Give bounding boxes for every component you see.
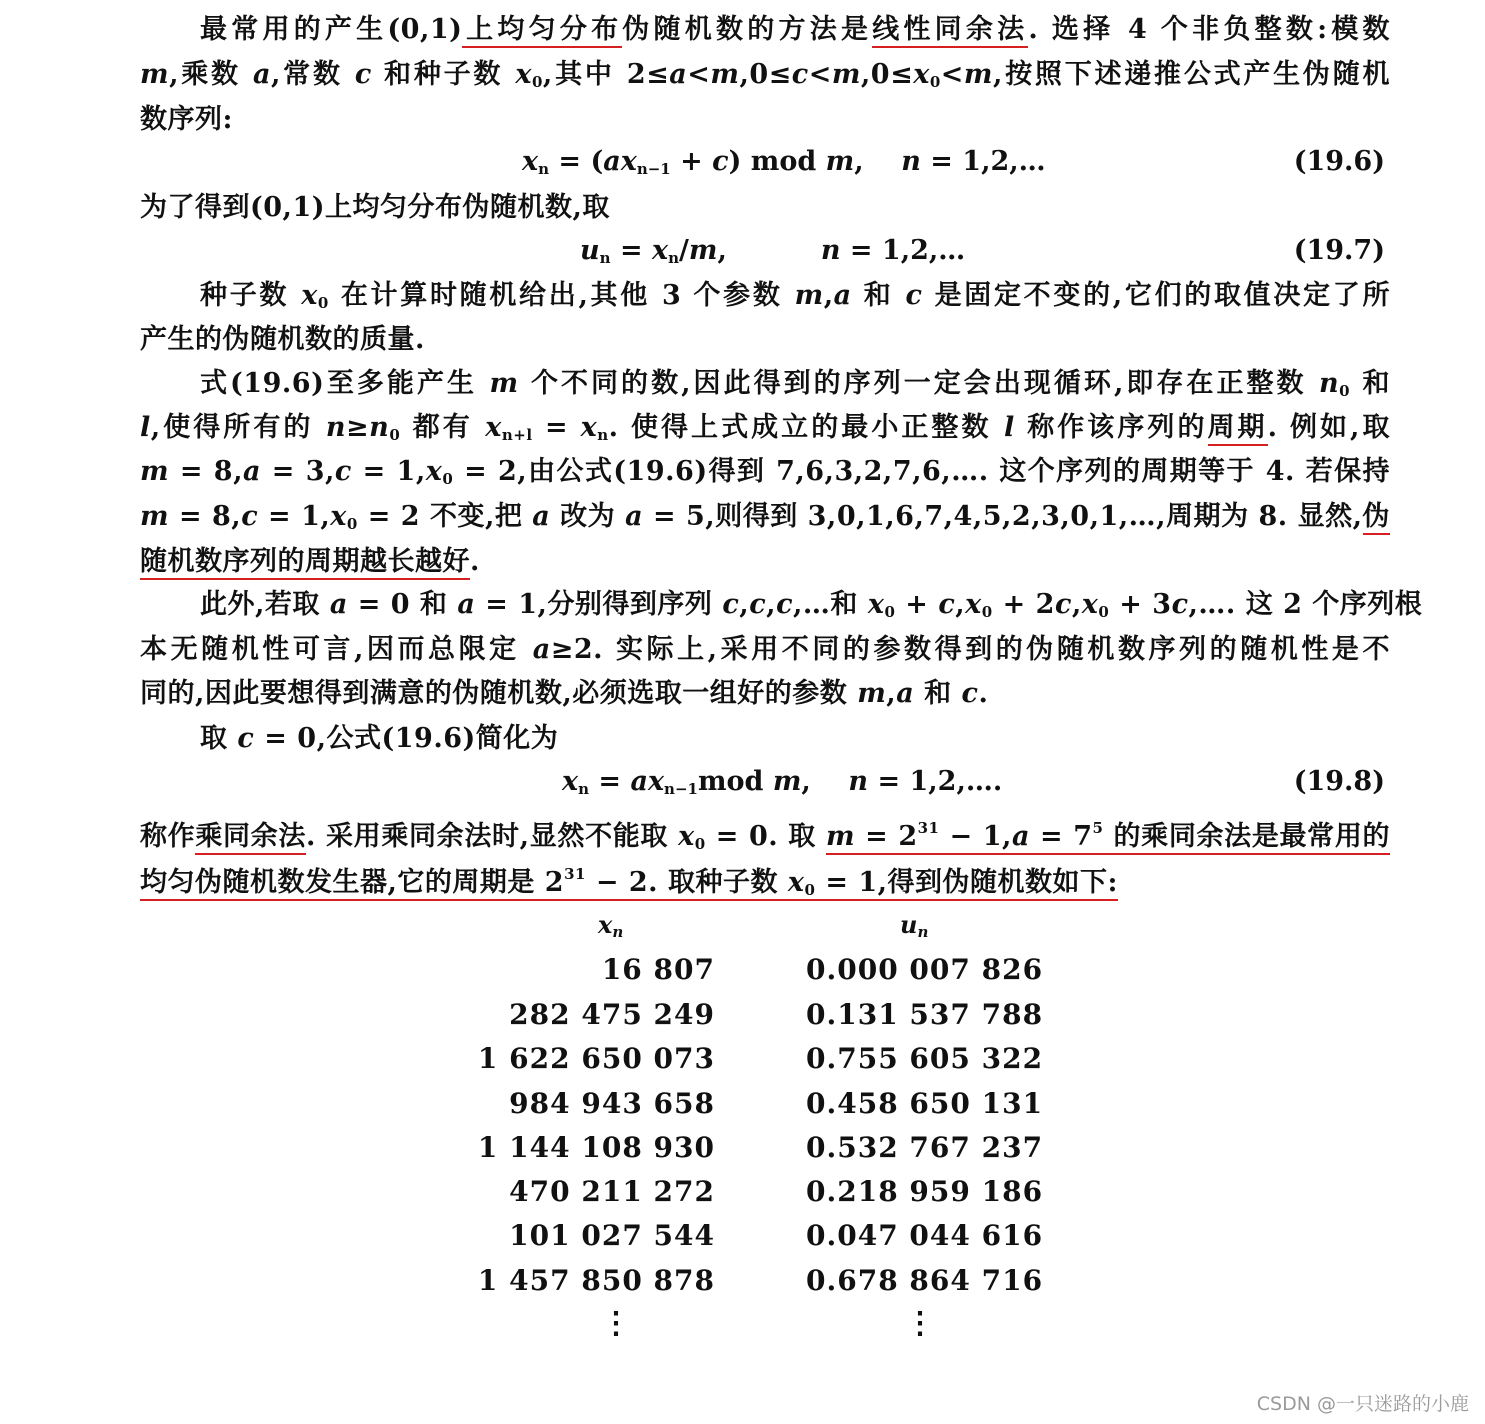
underline-common-generator: $m = 2^{31} - 1,a = 7^5$ 的乘同余法是最常用的 [826, 821, 1390, 855]
table-row-7-un: 0.047 044 616 [806, 1219, 1044, 1252]
equation-number-19-7: (19.7) [1293, 235, 1385, 266]
p1-line-3: 数序列: [140, 104, 233, 135]
p6-line-1: 取 c = 0,公式(19.6)简化为 [200, 723, 559, 754]
underline-longer-period: 随机数序列的周期越长越好 [140, 546, 470, 580]
table-row-1-un: 0.000 007 826 [806, 953, 1044, 986]
equation-number-19-6: (19.6) [1293, 146, 1385, 177]
p3-line-2: 产生的伪随机数的质量. [140, 324, 425, 355]
p4-line-5: 随机数序列的周期越长越好. [140, 540, 1390, 584]
p2-line-1: 为了得到(0,1)上均匀分布伪随机数,取 [140, 192, 610, 223]
p4-line-3: $m = 8,a = 3,c = 1,x_0 = 2$,由公式(19.6)得到 7,6,3,2,7,6,…. 这个序列的周期等于 4. 若保持 [140, 456, 1391, 488]
table-row-8-un: 0.678 864 716 [806, 1264, 1044, 1297]
table-row-2-xn: 282 475 249 [509, 998, 715, 1031]
table-row-4-un: 0.458 650 131 [806, 1087, 1044, 1120]
equation-19-6: $x_n = (ax_{n-1} + c)$ mod m, n = 1,2,… [522, 146, 1046, 178]
vdots-xn: ⋮ [601, 1306, 631, 1341]
table-row-2-un: 0.131 537 788 [806, 998, 1044, 1031]
p7-line-2 [140, 852, 1390, 912]
p1-line-2: m,乘数 a,常数 c 和种子数 $x_0$,其中 $2\le a<m,0\le c<m,0\le x_0<m$,按照下述递推公式产生伪随机 [140, 59, 1390, 91]
table-row-7-xn: 101 027 544 [509, 1219, 715, 1252]
vdots-un: ⋮ [905, 1306, 935, 1341]
underline-generator-period: 均匀伪随机数发生器,它的周期是 $2^{31} - 2$. 取种子数 $x_0 = 1$,得到伪随机数如下: [140, 865, 1119, 899]
underline-longer-period-start: 伪 [1363, 501, 1391, 535]
p5-line-1: 此外,若取 a = 0 和 a = 1,分别得到序列 c,c,c,…和 $x_0 + c,x_0 + 2c,x_0$ + 3c,…. 这 2 个序列根 [200, 589, 1423, 621]
p5-line-3: 同的,因此要想得到满意的伪随机数,必须选取一组好的参数 m,a 和 c. [140, 678, 989, 709]
p5-line-2: 本无随机性可言,因而总限定 a≥2. 实际上,采用不同的参数得到的伪随机数序列的随机性是不 [140, 634, 1390, 665]
table-row-6-un: 0.218 959 186 [806, 1175, 1044, 1208]
p4-line-1: 式(19.6)至多能产生 m 个不同的数,因此得到的序列一定会出现循环,即存在正整数 $n_0$ 和 [200, 368, 1390, 400]
table-row-5-un: 0.532 767 237 [806, 1131, 1044, 1164]
table-row-4-xn: 984 943 658 [509, 1087, 715, 1120]
table-header-xn: $x_n$ [598, 910, 624, 941]
table-row-3-un: 0.755 605 322 [806, 1042, 1044, 1075]
equation-19-7: $u_n = x_n/m$, n = 1,2,… [580, 235, 966, 267]
table-row-3-xn: 1 622 650 073 [477, 1042, 715, 1075]
equation-19-8: $x_n = ax_{n-1}mod$ m, n = 1,2,…. [562, 766, 1003, 798]
table-header-un: $u_n$ [900, 910, 929, 941]
table-row-8-xn: 1 457 850 878 [477, 1264, 715, 1297]
p4-line-4: $m = 8,c = 1,x_0 = 2$ 不变,把 a 改为 a = 5,则得到 3,0,1,6,7,4,5,2,3,0,1,…,周期为 8. 显然,伪 [140, 501, 1391, 533]
equation-number-19-8: (19.8) [1293, 766, 1385, 797]
p1-line-1: 最常用的产生(0,1)上均匀分布伪随机数的方法是线性同余法. 选择 4 个非负整数:模数 [200, 8, 1390, 52]
p3-line-1: 种子数 $x_0$ 在计算时随机给出,其他 3 个参数 m,a 和 c 是固定不变的,它们的取值决定了所 [200, 280, 1390, 312]
table-row-5-xn: 1 144 108 930 [477, 1131, 715, 1164]
p4-line-2: l,使得所有的 $n\ge n_0$ 都有 $x_{n+l} = x_n$. 使得上式成立的最小正整数 l 称作该序列的周期. 例如,取 [140, 412, 1391, 444]
underline-uniform-distribution: 上均匀分布 [462, 14, 622, 48]
underline-multiplicative-congruential: 乘同余法 [195, 821, 306, 855]
csdn-watermark: CSDN @一只迷路的小鹿 [1256, 1393, 1469, 1415]
p7-line-1: 称作乘同余法. 采用乘同余法时,显然不能取 $x_0 = 0$. 取 $m = 2^{31} - 1,a = 7^5$ 的乘同余法是最常用的 [140, 819, 1391, 853]
table-row-1-xn: 16 807 [601, 953, 715, 986]
underline-period: 周期 [1208, 412, 1268, 446]
underline-linear-congruential: 线性同余法 [872, 14, 1028, 48]
table-row-6-xn: 470 211 272 [509, 1175, 715, 1208]
